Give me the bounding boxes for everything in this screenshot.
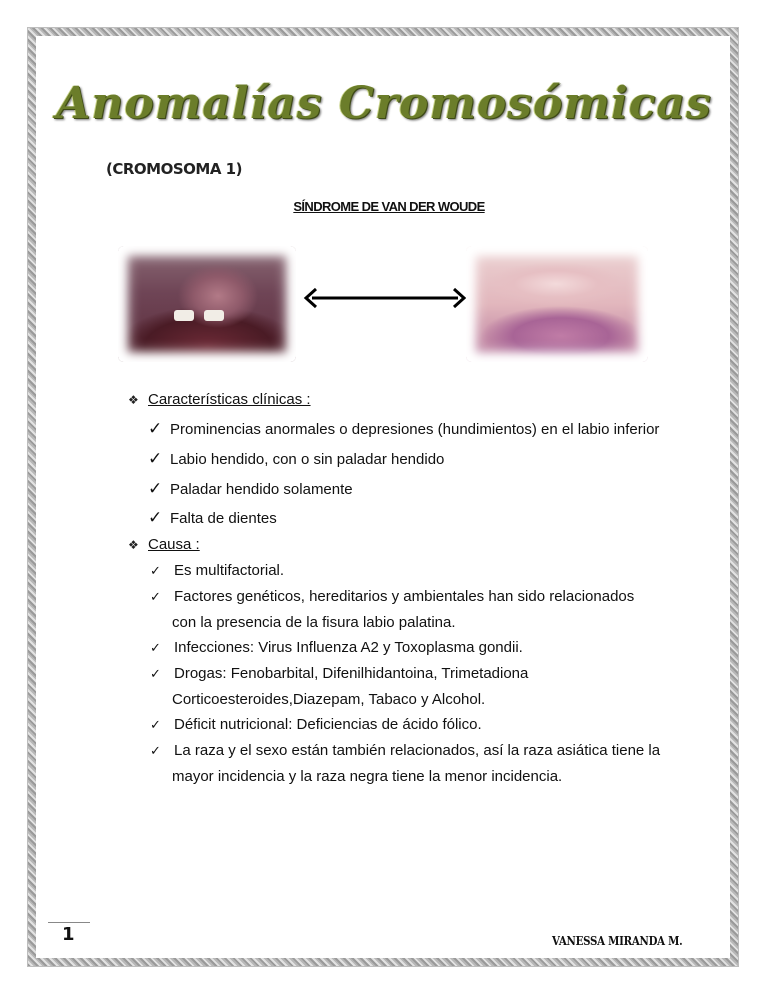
list-item [150, 562, 284, 580]
clinical-heading [128, 391, 311, 409]
list-item-text: Infecciones: Virus Influenza A2 y Toxoplasma gondii. [174, 639, 523, 656]
list-item [150, 742, 660, 760]
diamond-bullet-icon: ❖ [128, 393, 139, 407]
list-item-continuation [172, 614, 456, 632]
list-item-text: Corticoesteroides,Diazepam, Tabaco y Alcohol. [172, 691, 486, 708]
list-item [148, 480, 353, 499]
list-item-text: mayor incidencia y la raza negra tiene la menor incidencia. [172, 768, 563, 785]
chromosome-label: (CROMOSOMA 1) [106, 160, 242, 178]
cleft-palate-photo-right [466, 246, 648, 362]
checkmark-icon: ✓ [148, 479, 163, 498]
checkmark-icon: ✓ [150, 666, 161, 681]
list-item [148, 509, 277, 528]
diamond-bullet-icon: ❖ [128, 538, 139, 552]
list-item-text: Déficit nutricional: Deficiencias de ácido fólico. [174, 716, 482, 733]
list-item-text: Es multifactorial. [174, 562, 285, 579]
checkmark-icon: ✓ [150, 640, 161, 655]
list-item-text: Drogas: Fenobarbital, Difenilhidantoina, Trimetadiona [174, 665, 529, 682]
list-item-text: Factores genéticos, hereditarios y ambientales han sido relacionados [174, 588, 635, 605]
list-item [148, 450, 444, 469]
footer-divider [48, 922, 90, 923]
list-item [150, 588, 634, 606]
list-item [150, 639, 523, 657]
checkmark-icon: ✓ [148, 449, 163, 468]
list-item-text: Labio hendido, con o sin paladar hendido [170, 451, 445, 468]
photo-fade [118, 246, 296, 362]
checkmark-icon: ✓ [150, 717, 161, 732]
list-item-text: con la presencia de la fisura labio palatina. [172, 614, 456, 631]
checkmark-icon: ✓ [150, 589, 161, 604]
author-name: VANESSA MIRANDA M. [552, 934, 683, 948]
clinical-heading-text: Características clínicas : [148, 391, 311, 408]
list-item-text: Prominencias anormales o depresiones (hundimientos) en el labio inferior [170, 421, 660, 438]
page-title: Anomalías Cromosómicas [56, 78, 712, 129]
cause-heading [128, 536, 200, 554]
checkmark-icon: ✓ [148, 508, 163, 527]
list-item-text: La raza y el sexo están también relacionados, así la raza asiática tiene la [174, 742, 661, 759]
photo-fade [466, 246, 648, 362]
checkmark-icon: ✓ [148, 419, 163, 438]
list-item-text: Paladar hendido solamente [170, 481, 353, 498]
syndrome-title: SÍNDROME DE VAN DER WOUDE [293, 199, 485, 214]
checkmark-icon: ✓ [150, 743, 161, 758]
double-arrow-icon [302, 287, 468, 309]
cause-heading-text: Causa : [148, 536, 200, 553]
page-number: 1 [62, 924, 75, 945]
cleft-lip-photo-left [118, 246, 296, 362]
list-item [148, 420, 659, 439]
checkmark-icon: ✓ [150, 563, 161, 578]
list-item [150, 665, 528, 683]
list-item-text: Falta de dientes [170, 510, 277, 527]
list-item-continuation [172, 691, 485, 709]
list-item [150, 716, 482, 734]
list-item-continuation [172, 768, 562, 786]
